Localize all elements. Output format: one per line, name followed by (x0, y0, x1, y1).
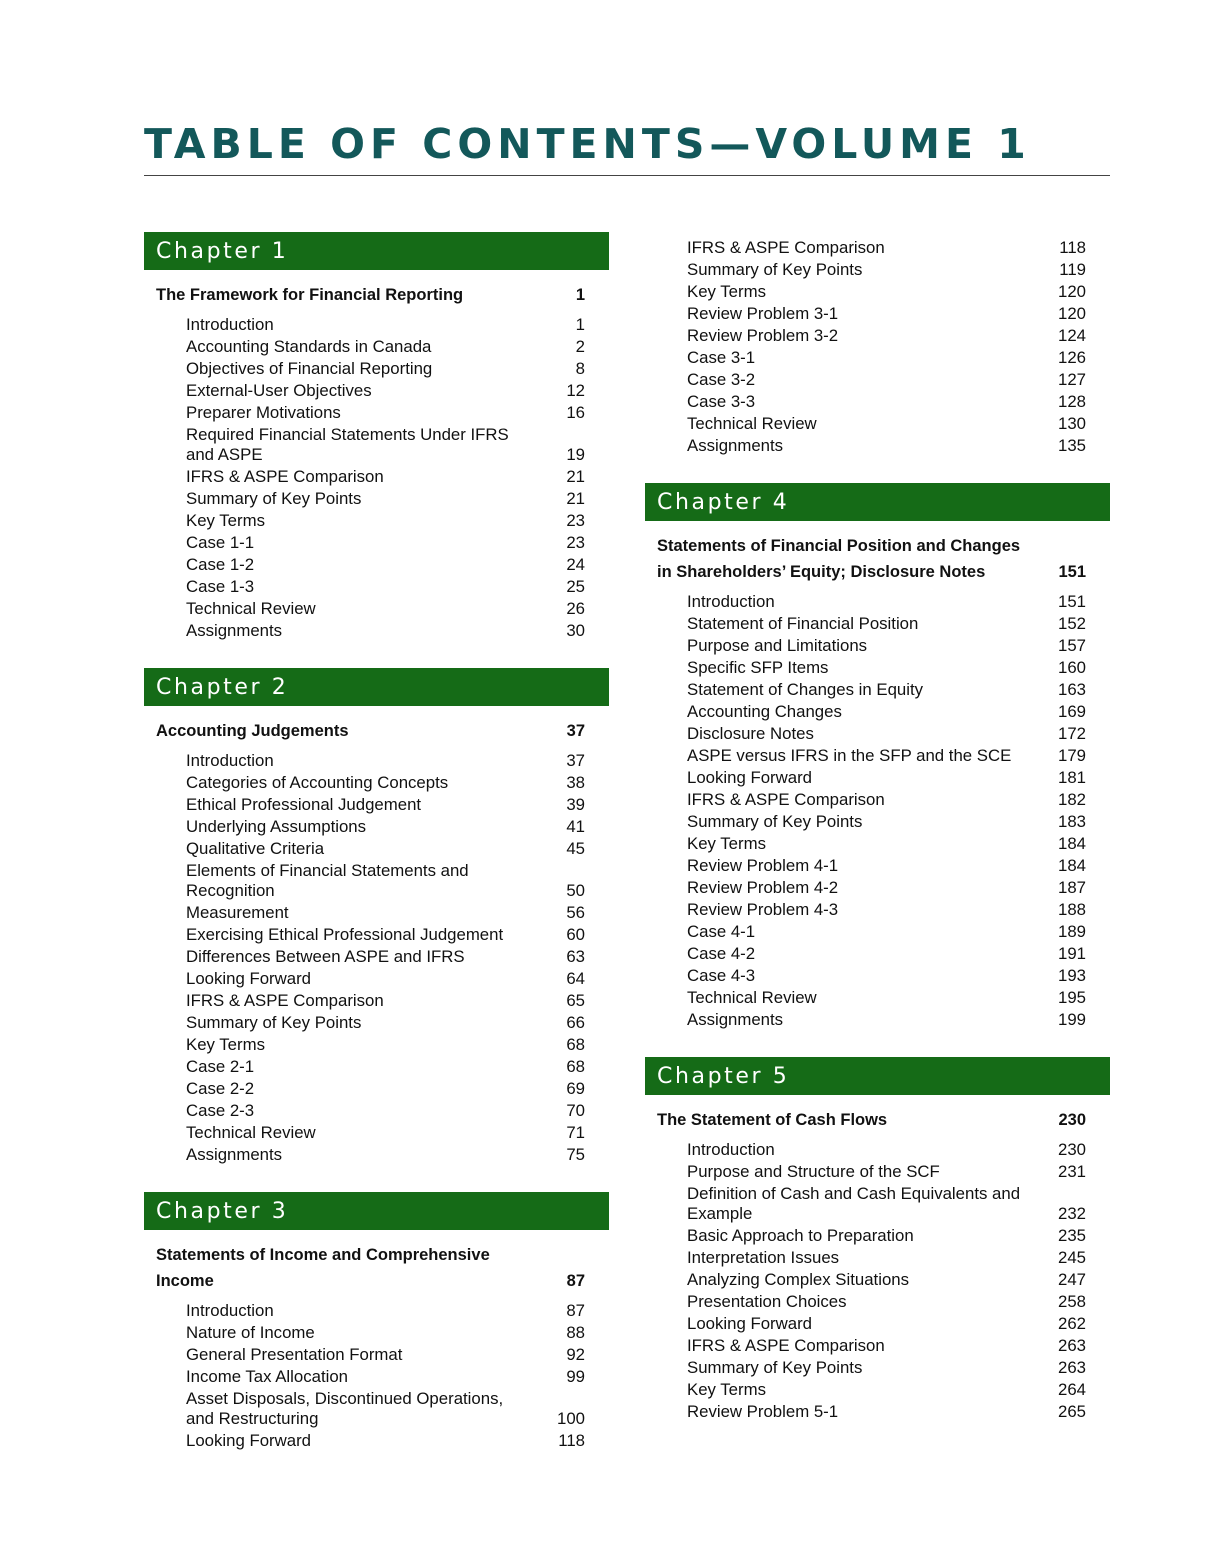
toc-entry-page: 45 (566, 839, 585, 858)
toc-entry-title: Accounting Standards in Canada (186, 337, 432, 356)
toc-entry[interactable] (645, 833, 1110, 855)
chapter-2-section (144, 668, 609, 1166)
toc-entry-title: Objectives of Financial Reporting (186, 359, 433, 378)
toc-entry-title: Assignments (687, 1010, 784, 1029)
toc-entry-page: 184 (1058, 856, 1086, 875)
toc-entry-page: 126 (1058, 348, 1086, 367)
toc-entry[interactable] (144, 1012, 609, 1034)
chapter-3-section (144, 1192, 609, 1452)
toc-entry-title: Introduction (687, 592, 775, 611)
chapter-2-heading: Chapter 2 (144, 668, 609, 706)
toc-entry-title: Ethical Professional Judgement (186, 795, 422, 814)
toc-entry-page: 235 (1058, 1226, 1086, 1245)
toc-entry-title: Specific SFP Items (687, 658, 829, 677)
toc-entry[interactable] (144, 488, 609, 510)
toc-entry[interactable] (645, 855, 1110, 877)
chapter-3-page: 87 (566, 1272, 585, 1290)
toc-entry[interactable] (645, 369, 1110, 391)
toc-entry-page: 16 (566, 403, 585, 422)
toc-entry[interactable] (645, 303, 1110, 325)
toc-entry-page: 163 (1058, 680, 1086, 699)
toc-entry-title: Summary of Key Points (186, 1013, 362, 1032)
toc-entry[interactable] (144, 1388, 609, 1430)
toc-entry[interactable] (144, 336, 609, 358)
toc-entry-title: Case 1-3 (186, 577, 255, 596)
toc-entry[interactable] (144, 816, 609, 838)
toc-entry[interactable] (144, 1366, 609, 1388)
toc-entry-title: Assignments (186, 621, 283, 640)
chapter-1-title: The Framework for Financial Reporting (156, 286, 464, 304)
toc-entry-title: Interpretation Issues (687, 1248, 840, 1267)
toc-entry-title: Review Problem 4-2 (687, 878, 839, 897)
toc-entry-page: 68 (566, 1035, 585, 1054)
toc-entry-page: 21 (566, 467, 585, 486)
toc-entry[interactable] (144, 1100, 609, 1122)
toc-entry-page: 21 (566, 489, 585, 508)
toc-entry-page: 41 (566, 817, 585, 836)
toc-entry[interactable] (144, 598, 609, 620)
toc-entry-page: 118 (558, 1431, 585, 1450)
toc-entry[interactable] (144, 750, 609, 772)
toc-entry-page: 151 (1058, 592, 1086, 611)
toc-entry[interactable] (144, 772, 609, 794)
toc-entry-page: 99 (566, 1367, 585, 1386)
toc-entry-title: Key Terms (186, 511, 265, 530)
toc-entry-page: 135 (1058, 436, 1086, 455)
toc-entry-title: Qualitative Criteria (186, 839, 325, 858)
toc-entry-page: 263 (1058, 1336, 1086, 1355)
toc-entry-page: 63 (566, 947, 585, 966)
toc-entry[interactable] (144, 968, 609, 990)
toc-entry-title: Disclosure Notes (687, 724, 814, 743)
toc-entry-title: Review Problem 3-2 (687, 326, 839, 345)
toc-entry-page: 182 (1058, 790, 1086, 809)
toc-entry-title: Review Problem 4-3 (687, 900, 839, 919)
toc-entry-page: 75 (566, 1145, 585, 1164)
toc-entry-title: ASPE versus IFRS in the SFP and the SCE (687, 746, 1012, 765)
toc-entry-page: 92 (566, 1345, 585, 1364)
toc-entry-page: 231 (1058, 1162, 1086, 1181)
toc-entry[interactable] (645, 701, 1110, 723)
toc-entry[interactable] (144, 924, 609, 946)
toc-entry-title: Definition of Cash and Cash Equivalents and Example (687, 1184, 1021, 1223)
chapter-3-heading: Chapter 3 (144, 1192, 609, 1230)
toc-entry-page: 232 (1058, 1204, 1086, 1223)
toc-entry[interactable] (144, 424, 609, 466)
toc-entry-title: Introduction (186, 751, 274, 770)
toc-entry-title: Introduction (186, 1301, 274, 1320)
toc-entry[interactable] (645, 1247, 1110, 1269)
toc-entry-title: Case 1-2 (186, 555, 255, 574)
toc-entry-title: Accounting Changes (687, 702, 842, 721)
toc-entry-title: Technical Review (186, 599, 316, 618)
toc-entry-title: Categories of Accounting Concepts (186, 773, 449, 792)
toc-entry[interactable] (645, 591, 1110, 613)
toc-entry[interactable] (645, 899, 1110, 921)
toc-entry[interactable] (645, 679, 1110, 701)
toc-entry-title: Looking Forward (186, 1431, 311, 1450)
toc-entry[interactable] (144, 990, 609, 1012)
toc-entry-title: IFRS & ASPE Comparison (186, 467, 384, 486)
chapter-4-heading: Chapter 4 (645, 483, 1110, 521)
chapter-1-section (144, 232, 609, 642)
toc-entry-title: Key Terms (687, 834, 766, 853)
toc-entry-title: Differences Between ASPE and IFRS (186, 947, 465, 966)
toc-entry-page: 195 (1058, 988, 1086, 1007)
toc-entry-page: 189 (1058, 922, 1086, 941)
toc-entry-title: Measurement (186, 903, 289, 922)
toc-entry[interactable] (144, 1056, 609, 1078)
toc-entry-page: 124 (1058, 326, 1086, 345)
toc-entry-title: Required Financial Statements Under IFRS and ASPE (186, 425, 509, 464)
chapter-1-heading: Chapter 1 (144, 232, 609, 270)
toc-entry[interactable] (645, 347, 1110, 369)
toc-entry[interactable] (144, 532, 609, 554)
toc-entry-title: Looking Forward (186, 969, 311, 988)
toc-entry-title: Summary of Key Points (186, 489, 362, 508)
spacer (645, 457, 1110, 483)
toc-entry[interactable] (645, 943, 1110, 965)
toc-entry-title: Looking Forward (687, 1314, 812, 1333)
toc-entry-title: Statement of Financial Position (687, 614, 919, 633)
toc-entry-page: 1 (575, 315, 585, 334)
toc-entry-page: 69 (566, 1079, 585, 1098)
toc-entry[interactable] (645, 1269, 1110, 1291)
chapter-2-entries (144, 750, 609, 1166)
toc-entry[interactable] (144, 510, 609, 532)
toc-entry[interactable] (144, 1322, 609, 1344)
toc-entry-title: Presentation Choices (687, 1292, 847, 1311)
toc-entry-title: IFRS & ASPE Comparison (687, 238, 885, 257)
toc-entry-page: 264 (1058, 1380, 1086, 1399)
toc-entry-page: 12 (566, 381, 585, 400)
toc-entry[interactable] (645, 435, 1110, 457)
toc-entry[interactable] (645, 1357, 1110, 1379)
toc-entry[interactable] (645, 237, 1110, 259)
toc-entry-title: Preparer Motivations (186, 403, 341, 422)
toc-entry[interactable] (144, 1300, 609, 1322)
toc-entry-page: 100 (557, 1409, 585, 1428)
toc-entry-title: General Presentation Format (186, 1345, 403, 1364)
chapter-2-main-entry[interactable] (144, 706, 609, 744)
toc-entry-page: 30 (566, 621, 585, 640)
toc-entry[interactable] (645, 1313, 1110, 1335)
toc-entry-title: Review Problem 3-1 (687, 304, 839, 323)
toc-entry[interactable] (645, 877, 1110, 899)
toc-entry-title: Basic Approach to Preparation (687, 1226, 914, 1245)
toc-entry[interactable] (645, 325, 1110, 347)
toc-entry[interactable] (645, 1225, 1110, 1247)
toc-entry-page: 56 (566, 903, 585, 922)
toc-entry-page: 130 (1058, 414, 1086, 433)
toc-entry-title: Technical Review (687, 414, 817, 433)
toc-entry-page: 258 (1058, 1292, 1086, 1311)
chapter-3-main-entry[interactable] (144, 1230, 609, 1294)
toc-entry-page: 172 (1058, 724, 1086, 743)
toc-entry[interactable] (144, 946, 609, 968)
toc-entry-page: 183 (1058, 812, 1086, 831)
right-column (645, 237, 1110, 1423)
toc-entry[interactable] (144, 1034, 609, 1056)
toc-entry[interactable] (144, 402, 609, 424)
chapter-1-page: 1 (575, 286, 585, 304)
chapter-5-section (645, 1057, 1110, 1423)
toc-entry[interactable] (144, 1078, 609, 1100)
toc-entry-title: Assignments (186, 1145, 283, 1164)
toc-entry-page: 127 (1058, 370, 1086, 389)
toc-entry-page: 263 (1058, 1358, 1086, 1377)
toc-entry[interactable] (645, 1291, 1110, 1313)
toc-entry[interactable] (144, 1344, 609, 1366)
toc-entry-title: Review Problem 4-1 (687, 856, 839, 875)
toc-entry[interactable] (645, 1139, 1110, 1161)
toc-entry[interactable] (645, 921, 1110, 943)
toc-entry[interactable] (645, 811, 1110, 833)
toc-entry-page: 39 (566, 795, 585, 814)
chapter-4-page: 151 (1058, 563, 1086, 581)
toc-entry-title: Nature of Income (186, 1323, 315, 1342)
toc-entry-page: 50 (566, 881, 585, 900)
toc-entry[interactable] (144, 358, 609, 380)
toc-entry[interactable] (645, 657, 1110, 679)
toc-entry-page: 169 (1058, 702, 1086, 721)
toc-entry[interactable] (645, 965, 1110, 987)
toc-entry-page: 265 (1058, 1402, 1086, 1421)
toc-entry-page: 152 (1058, 614, 1086, 633)
toc-entry[interactable] (144, 1144, 609, 1166)
chapter-1-main-entry[interactable] (144, 270, 609, 308)
toc-entry-page: 247 (1058, 1270, 1086, 1289)
toc-entry-page: 64 (566, 969, 585, 988)
toc-entry-page: 118 (1059, 238, 1086, 257)
toc-entry-page: 2 (575, 337, 585, 356)
toc-entry-title: Exercising Ethical Professional Judgement (186, 925, 504, 944)
toc-entry[interactable] (645, 259, 1110, 281)
chapter-5-heading: Chapter 5 (645, 1057, 1110, 1095)
toc-entry-page: 193 (1058, 966, 1086, 985)
toc-entry-page: 65 (566, 991, 585, 1010)
toc-entry-page: 199 (1058, 1010, 1086, 1029)
toc-entry[interactable] (144, 380, 609, 402)
toc-entry-title: IFRS & ASPE Comparison (186, 991, 384, 1010)
toc-entry-title: Technical Review (186, 1123, 316, 1142)
toc-entry-title: Purpose and Structure of the SCF (687, 1162, 940, 1181)
toc-entry-title: Summary of Key Points (687, 812, 863, 831)
toc-entry-title: Key Terms (687, 1380, 766, 1399)
toc-entry-page: 160 (1058, 658, 1086, 677)
chapter-3-entries (144, 1300, 609, 1452)
toc-entry-title: Elements of Financial Statements and Recognition (186, 861, 469, 900)
toc-entry-page: 68 (566, 1057, 585, 1076)
toc-entry[interactable] (645, 613, 1110, 635)
toc-entry-page: 128 (1058, 392, 1086, 411)
toc-entry-page: 66 (566, 1013, 585, 1032)
toc-entry-title: Introduction (687, 1140, 775, 1159)
toc-entry-title: Introduction (186, 315, 274, 334)
toc-entry-title: Case 1-1 (186, 533, 255, 552)
toc-entry-page: 88 (566, 1323, 585, 1342)
title-divider (144, 175, 1110, 176)
toc-entry[interactable] (645, 987, 1110, 1009)
toc-entry-page: 38 (566, 773, 585, 792)
toc-entry-title: Assignments (687, 436, 784, 455)
toc-entry-page: 184 (1058, 834, 1086, 853)
toc-entry-title: Case 3-1 (687, 348, 756, 367)
toc-entry-page: 37 (566, 751, 585, 770)
toc-entry[interactable] (645, 635, 1110, 657)
toc-entry[interactable] (645, 413, 1110, 435)
toc-entry[interactable] (645, 1335, 1110, 1357)
toc-entry-page: 71 (566, 1123, 585, 1142)
toc-entry-title: Underlying Assumptions (186, 817, 367, 836)
toc-entry-title: Key Terms (186, 1035, 265, 1054)
toc-entry[interactable] (144, 466, 609, 488)
toc-entry-title: IFRS & ASPE Comparison (687, 1336, 885, 1355)
toc-entry-title: Purpose and Limitations (687, 636, 868, 655)
toc-entry-page: 187 (1058, 878, 1086, 897)
toc-entry[interactable] (144, 794, 609, 816)
toc-entry-page: 8 (575, 359, 585, 378)
toc-entry-page: 24 (566, 555, 585, 574)
toc-entry-title: Case 4-3 (687, 966, 756, 985)
chapter-1-entries (144, 314, 609, 642)
toc-entry[interactable] (645, 1401, 1110, 1423)
toc-entry[interactable] (144, 1430, 609, 1452)
toc-entry-page: 157 (1058, 636, 1086, 655)
toc-entry[interactable] (144, 838, 609, 860)
toc-entry-title: Case 2-1 (186, 1057, 255, 1076)
toc-entry[interactable] (645, 745, 1110, 767)
toc-entry[interactable] (144, 1122, 609, 1144)
chapter-3-title: Statements of Income and Comprehensive Income (156, 1246, 490, 1290)
chapter-5-main-entry[interactable] (645, 1095, 1110, 1133)
toc-entry-page: 179 (1058, 746, 1086, 765)
chapter-5-title: The Statement of Cash Flows (657, 1111, 888, 1129)
toc-entry-page: 70 (566, 1101, 585, 1120)
toc-entry-title: Looking Forward (687, 768, 812, 787)
toc-entry-title: Case 4-2 (687, 944, 756, 963)
chapter-2-title: Accounting Judgements (156, 722, 349, 740)
toc-entry-title: Summary of Key Points (687, 260, 863, 279)
toc-entry[interactable] (645, 1009, 1110, 1031)
toc-entry-title: Case 2-2 (186, 1079, 255, 1098)
toc-entry[interactable] (144, 620, 609, 642)
toc-entry-page: 19 (566, 445, 585, 464)
toc-entry-page: 262 (1058, 1314, 1086, 1333)
toc-entry-page: 120 (1058, 282, 1086, 301)
toc-entry-title: Key Terms (687, 282, 766, 301)
left-column (144, 232, 609, 1452)
toc-entry-page: 87 (566, 1301, 585, 1320)
chapter-4-entries (645, 591, 1110, 1031)
spacer (144, 1166, 609, 1192)
toc-entry[interactable] (645, 1379, 1110, 1401)
chapter-5-entries (645, 1139, 1110, 1423)
toc-entry-title: Income Tax Allocation (186, 1367, 349, 1386)
toc-entry-page: 23 (566, 511, 585, 530)
toc-entry[interactable] (645, 391, 1110, 413)
toc-entry-page: 191 (1058, 944, 1086, 963)
toc-entry[interactable] (645, 789, 1110, 811)
toc-entry-title: IFRS & ASPE Comparison (687, 790, 885, 809)
toc-entry-page: 60 (566, 925, 585, 944)
toc-entry[interactable] (645, 281, 1110, 303)
spacer (144, 642, 609, 668)
toc-entry-page: 120 (1058, 304, 1086, 323)
toc-entry-title: Asset Disposals, Discontinued Operations, and Restructuring (186, 1389, 504, 1428)
chapter-4-main-entry[interactable] (645, 521, 1110, 585)
toc-entry-title: Case 3-3 (687, 392, 756, 411)
toc-entry[interactable] (144, 902, 609, 924)
toc-entry[interactable] (645, 1161, 1110, 1183)
chapter-2-page: 37 (566, 722, 585, 740)
toc-entry-title: Statement of Changes in Equity (687, 680, 924, 699)
toc-entry[interactable] (645, 767, 1110, 789)
toc-entry-title: Case 3-2 (687, 370, 756, 389)
toc-entry[interactable] (645, 1183, 1110, 1225)
page-title: TABLE OF CONTENTS—VOLUME 1 (144, 120, 1031, 168)
toc-entry-title: Case 4-1 (687, 922, 756, 941)
toc-entry[interactable] (144, 554, 609, 576)
toc-entry-title: External-User Objectives (186, 381, 372, 400)
spacer (645, 1031, 1110, 1057)
toc-entry-page: 245 (1058, 1248, 1086, 1267)
toc-entry[interactable] (144, 860, 609, 902)
toc-entry-title: Analyzing Complex Situations (687, 1270, 909, 1289)
toc-entry-page: 181 (1058, 768, 1086, 787)
toc-entry-page: 23 (566, 533, 585, 552)
toc-entry-title: Case 2-3 (186, 1101, 255, 1120)
toc-entry-page: 25 (566, 577, 585, 596)
toc-entry-page: 230 (1058, 1140, 1086, 1159)
toc-entry-page: 188 (1058, 900, 1086, 919)
toc-entry[interactable] (645, 723, 1110, 745)
chapter-5-page: 230 (1058, 1111, 1086, 1129)
toc-entry-title: Summary of Key Points (687, 1358, 863, 1377)
toc-entry-title: Review Problem 5-1 (687, 1402, 839, 1421)
toc-entry-title: Technical Review (687, 988, 817, 1007)
toc-entry-page: 26 (566, 599, 585, 618)
chapter-4-section (645, 483, 1110, 1031)
chapter-3-continued-entries (645, 237, 1110, 457)
chapter-4-title: Statements of Financial Position and Changes in Shareholders’ Equity; Disclosure Notes (657, 537, 1021, 581)
toc-entry-page: 119 (1059, 260, 1086, 279)
toc-entry[interactable] (144, 576, 609, 598)
toc-entry[interactable] (144, 314, 609, 336)
